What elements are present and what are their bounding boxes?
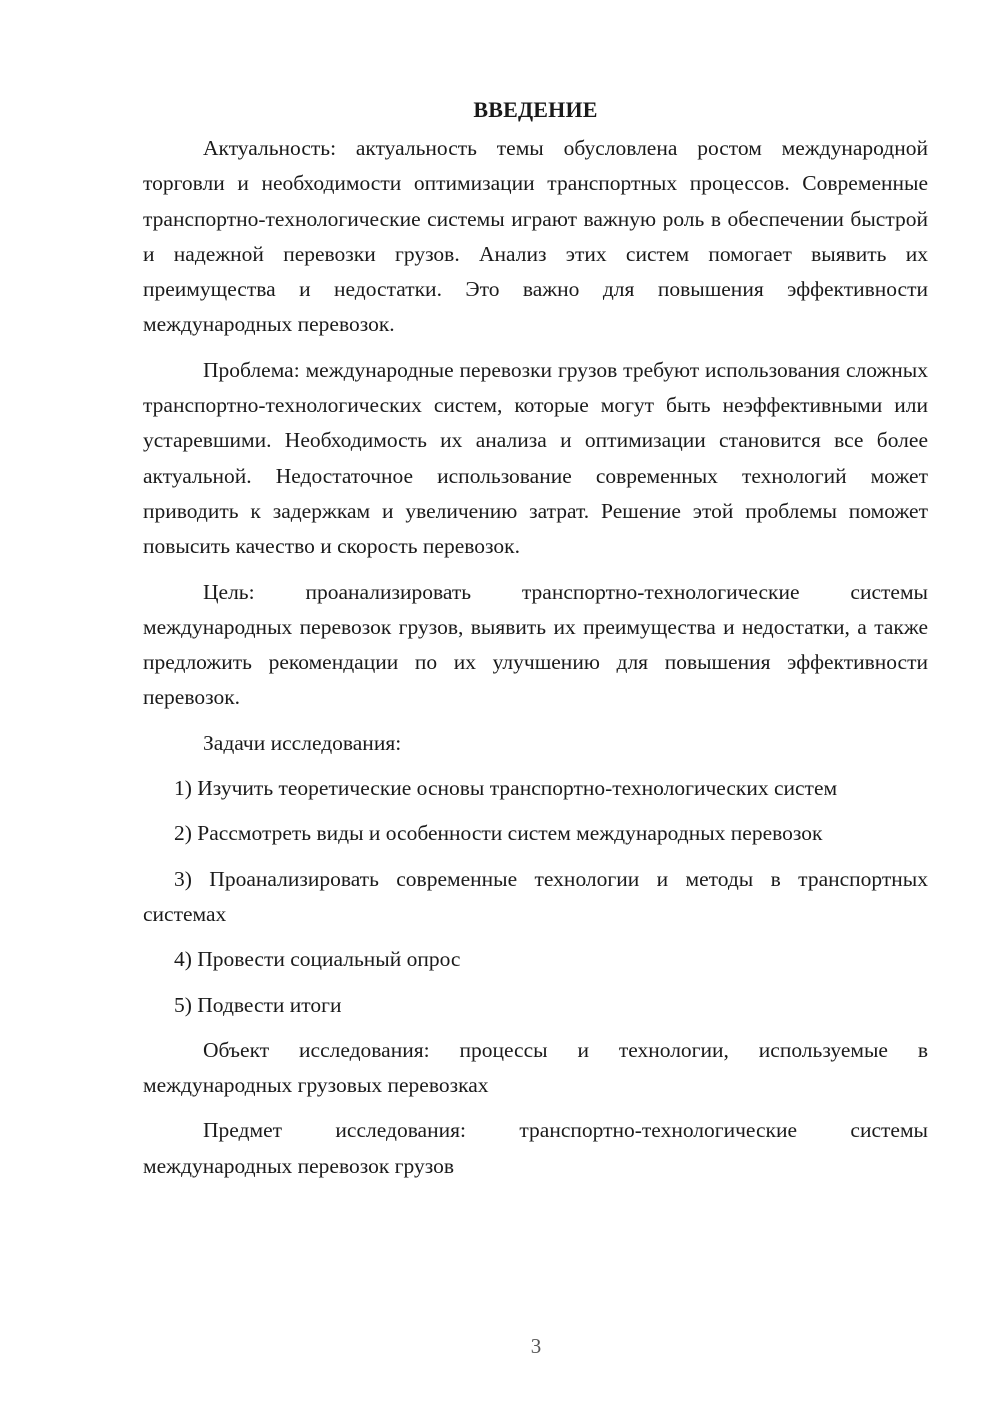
task-item-4: 4) Провести социальный опрос <box>174 947 461 972</box>
goal-paragraph: Цель: проанализировать транспортно-технологические системы международных перевозок грузов, выявить их преимущества и недостатки, а также предложить рекомендации по их улучшению для повышения эффективности перевозок. <box>143 579 928 710</box>
document-page <box>143 92 928 1194</box>
task-item-3: 3) Проанализировать современные технологии и методы в транспортных системах <box>143 866 928 926</box>
task-item-5: 5) Подвести итоги <box>174 992 342 1017</box>
relevance-paragraph: Актуальность: актуальность темы обусловлена ростом международной торговли и необходимости оптимизации транспортных процессов. Современные транспортно-технологические системы играют важную роль в обеспечении быстрой и надежной перевозки грузов. Анализ этих систем помогает выявить их преимущества и недостатки. Это важно для повышения эффективности международных перевозок. <box>143 136 928 337</box>
research-subject-paragraph: Предмет исследования: транспортно-технологические системы международных перевозок грузов <box>143 1118 928 1178</box>
research-object-paragraph: Объект исследования: процессы и технологии, используемые в международных грузовых перевозках <box>143 1037 928 1098</box>
page-number: 3 <box>530 1334 542 1358</box>
section-title: ВВЕДЕНИЕ <box>473 97 598 122</box>
tasks-heading: Задачи исследования: <box>203 730 402 755</box>
task-item-1: 1) Изучить теоретические основы транспортно-технологических систем <box>174 776 838 801</box>
problem-paragraph: Проблема: международные перевозки грузов требуют использования сложных транспортно-технологических систем, которые могут быть неэффективными или устаревшими. Необходимость их анализа и оптимизации становится все более актуальной. Недостаточное использование современных технологий может приводить к задержкам и увеличению затрат. Решение этой проблемы поможет повысить качество и скорость перевозок. <box>143 357 928 559</box>
task-item-2: 2) Рассмотреть виды и особенности систем международных перевозок <box>174 821 823 846</box>
